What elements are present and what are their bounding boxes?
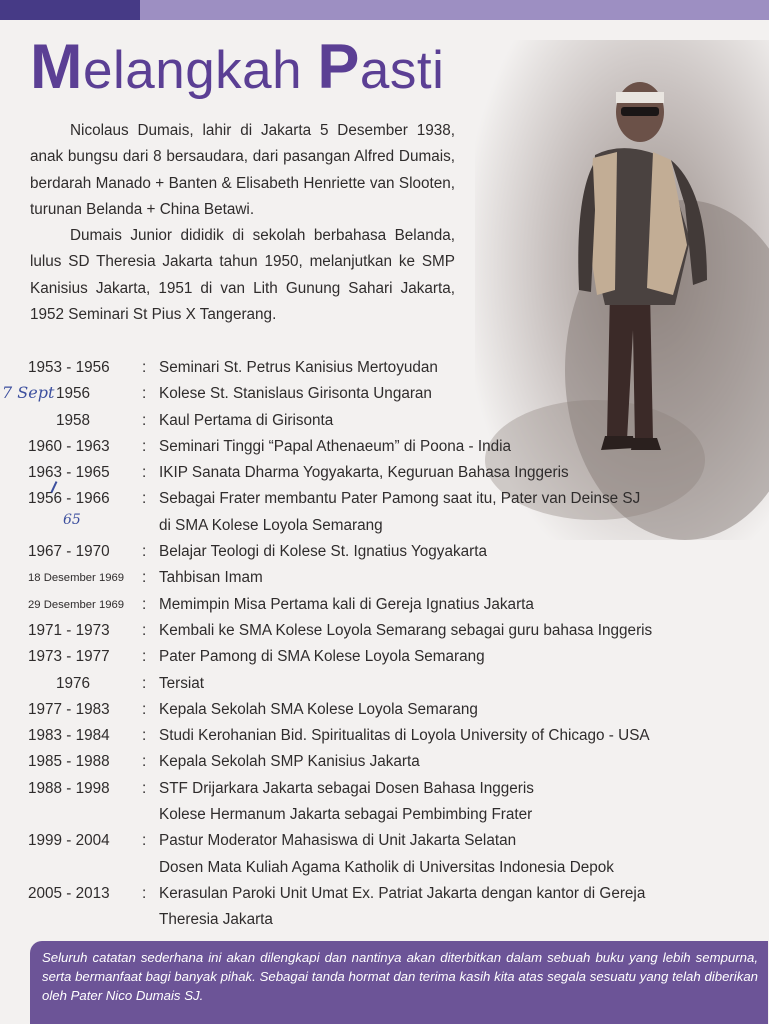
timeline-description bbox=[159, 749, 768, 775]
timeline-line: Sebagai Frater membantu Pater Pamong saat itu, Pater van Deinse SJ bbox=[159, 490, 641, 508]
timeline-year: 29 Desember 1969 bbox=[28, 598, 125, 611]
timeline-description bbox=[159, 565, 768, 591]
timeline-line: Dosen Mata Kuliah Agama Katholik di Universitas Indonesia Depok bbox=[159, 858, 614, 876]
handwritten-note-sept: 7 Sept bbox=[2, 383, 55, 402]
timeline-line: di SMA Kolese Loyola Semarang bbox=[159, 516, 383, 534]
timeline-row bbox=[28, 671, 768, 697]
timeline-year: 1953 - 1956 bbox=[28, 359, 110, 376]
title-word-melangkah: elangkah bbox=[82, 41, 303, 100]
timeline-year: 1971 - 1973 bbox=[28, 621, 110, 639]
timeline-year: 2005 - 2013 bbox=[28, 884, 110, 902]
timeline-line: Pater Pamong di SMA Kolese Loyola Semarang bbox=[159, 648, 485, 666]
intro-text bbox=[30, 118, 455, 328]
timeline-line: Seminari Tinggi “Papal Athenaeum” di Poona - India bbox=[159, 437, 512, 455]
timeline-year: 1960 - 1963 bbox=[28, 437, 110, 455]
timeline-row bbox=[28, 486, 768, 539]
timeline-description bbox=[159, 671, 768, 697]
top-color-band-accent bbox=[0, 0, 140, 20]
timeline-line: Belajar Teologi di Kolese St. Ignatius Yogyakarta bbox=[159, 543, 487, 561]
timeline-row bbox=[28, 565, 768, 591]
timeline-description bbox=[159, 828, 768, 881]
timeline-description bbox=[159, 618, 768, 644]
timeline-row bbox=[28, 644, 768, 670]
timeline-row bbox=[28, 408, 768, 434]
timeline-colon: : bbox=[142, 385, 147, 403]
timeline-line: Theresia Jakarta bbox=[159, 911, 273, 929]
timeline-line: IKIP Sanata Dharma Yogyakarta, Keguruan Bahasa Inggeris bbox=[159, 464, 569, 482]
timeline-line: Kaul Pertama di Girisonta bbox=[159, 411, 334, 429]
timeline-line: Kolese St. Stanislaus Girisonta Ungaran bbox=[159, 385, 432, 403]
timeline-line: Kolese Hermanum Jakarta sebagai Pembimbing Frater bbox=[159, 806, 533, 824]
timeline-line: Studi Kerohanian Bid. Spiritualitas di Loyola University of Chicago - USA bbox=[159, 727, 650, 745]
timeline-description bbox=[159, 381, 768, 407]
timeline-line: Tersiat bbox=[159, 674, 205, 692]
timeline-description bbox=[159, 408, 768, 434]
timeline-row bbox=[28, 723, 768, 749]
timeline-description bbox=[159, 460, 768, 486]
timeline-colon: : bbox=[142, 884, 147, 902]
timeline-description bbox=[159, 881, 768, 934]
timeline-year: 1956 bbox=[56, 385, 91, 403]
timeline-line: Kepala Sekolah SMP Kanisius Jakarta bbox=[159, 753, 420, 771]
title-initial-p: P bbox=[317, 32, 360, 102]
timeline-row bbox=[28, 460, 768, 486]
intro-paragraph: Dumais Junior dididik di sekolah berbahasa Belanda, lulus SD Theresia Jakarta tahun 1950, melanjutkan ke SMP Kanisius Jakarta, 1951 di van Lith Gunung Sahari Jakarta, 1952 Seminari St Pius X Tangerang. bbox=[30, 227, 455, 324]
timeline-row bbox=[28, 881, 768, 934]
timeline-line: Pastur Moderator Mahasiswa di Unit Jakarta Selatan bbox=[159, 832, 517, 850]
timeline-line: Kerasulan Paroki Unit Umat Ex. Patriat Jakarta dengan kantor di Gereja bbox=[159, 884, 646, 902]
timeline-row bbox=[28, 828, 768, 881]
timeline-colon: : bbox=[142, 779, 147, 797]
timeline-year: 1983 - 1984 bbox=[28, 727, 110, 745]
timeline-year: 1999 - 2004 bbox=[28, 832, 110, 850]
timeline-line: Seminari St. Petrus Kanisius Mertoyudan bbox=[159, 359, 438, 376]
timeline-colon: : bbox=[142, 411, 147, 429]
timeline-colon: : bbox=[142, 437, 147, 455]
timeline-description bbox=[159, 486, 768, 539]
timeline-colon: : bbox=[142, 359, 147, 376]
page-title bbox=[30, 32, 445, 102]
timeline-year: 1988 - 1998 bbox=[28, 779, 110, 797]
closing-note-box: Seluruh catatan sederhana ini akan dilengkapi dan nantinya akan diterbitkan dalam sebuah buku yang lebih sempurna, serta bermanfaat bagi banyak pihak. Sebagai tanda hormat dan terima kasih kita atas segala sesuatu yang telah diberikan oleh Pater Nico Dumais SJ. bbox=[30, 941, 768, 1024]
handwritten-note-65: 65 bbox=[63, 512, 81, 528]
timeline-row bbox=[28, 355, 768, 381]
intro-paragraph: Nicolaus Dumais, lahir di Jakarta 5 Desember 1938, anak bungsu dari 8 bersaudara, dari pasangan Alfred Dumais, berdarah Manado + Banten & Elisabeth Henriette van Slooten, turunan Belanda + China Betawi. bbox=[30, 122, 455, 218]
timeline-description bbox=[159, 697, 768, 723]
timeline-description bbox=[159, 434, 768, 460]
timeline-description bbox=[159, 776, 768, 829]
timeline-year: 18 Desember 1969 bbox=[28, 572, 125, 585]
timeline-list bbox=[28, 355, 768, 934]
timeline-row bbox=[28, 697, 768, 723]
timeline-year: 1976 bbox=[56, 674, 91, 692]
timeline-line: Kepala Sekolah SMA Kolese Loyola Semarang bbox=[159, 700, 478, 718]
timeline-year: 1963 - 1965 bbox=[28, 464, 110, 482]
timeline-year: 1977 - 1983 bbox=[28, 700, 110, 718]
timeline-row bbox=[28, 381, 768, 407]
timeline-colon: : bbox=[142, 621, 147, 639]
timeline-row bbox=[28, 618, 768, 644]
timeline-description bbox=[159, 592, 768, 618]
timeline-line: Kembali ke SMA Kolese Loyola Semarang sebagai guru bahasa Inggeris bbox=[159, 621, 653, 639]
timeline-row bbox=[28, 434, 768, 460]
timeline-year: 1967 - 1970 bbox=[28, 543, 110, 561]
timeline-colon: : bbox=[142, 569, 147, 587]
timeline-description bbox=[159, 539, 768, 565]
timeline-colon: : bbox=[142, 490, 147, 508]
timeline-row bbox=[28, 776, 768, 829]
timeline-year: 1985 - 1988 bbox=[28, 753, 110, 771]
timeline-description bbox=[159, 355, 768, 381]
timeline-row bbox=[28, 592, 768, 618]
timeline-colon: : bbox=[142, 700, 147, 718]
timeline-year: 1956 - 1966 bbox=[28, 490, 110, 508]
timeline-colon: : bbox=[142, 674, 147, 692]
timeline-line: Memimpin Misa Pertama kali di Gereja Ignatius Jakarta bbox=[159, 595, 534, 613]
timeline-year: 1973 - 1977 bbox=[28, 648, 110, 666]
timeline-colon: : bbox=[142, 648, 147, 666]
timeline-colon: : bbox=[142, 543, 147, 561]
timeline-colon: : bbox=[142, 727, 147, 745]
timeline-line: Tahbisan Imam bbox=[159, 569, 263, 587]
top-color-band bbox=[0, 0, 769, 20]
timeline-colon: : bbox=[142, 753, 147, 771]
timeline-line: STF Drijarkara Jakarta sebagai Dosen Bahasa Inggeris bbox=[159, 779, 534, 797]
timeline-colon: : bbox=[142, 595, 147, 613]
title-initial-m: M bbox=[30, 32, 83, 102]
timeline-description bbox=[159, 723, 768, 749]
timeline-description bbox=[159, 644, 768, 670]
timeline-year: 1958 bbox=[56, 411, 91, 429]
title-word-pasti: asti bbox=[359, 41, 445, 100]
timeline-row bbox=[28, 539, 768, 565]
timeline-colon: : bbox=[142, 832, 147, 850]
timeline-colon: : bbox=[142, 464, 147, 482]
timeline-row bbox=[28, 749, 768, 775]
